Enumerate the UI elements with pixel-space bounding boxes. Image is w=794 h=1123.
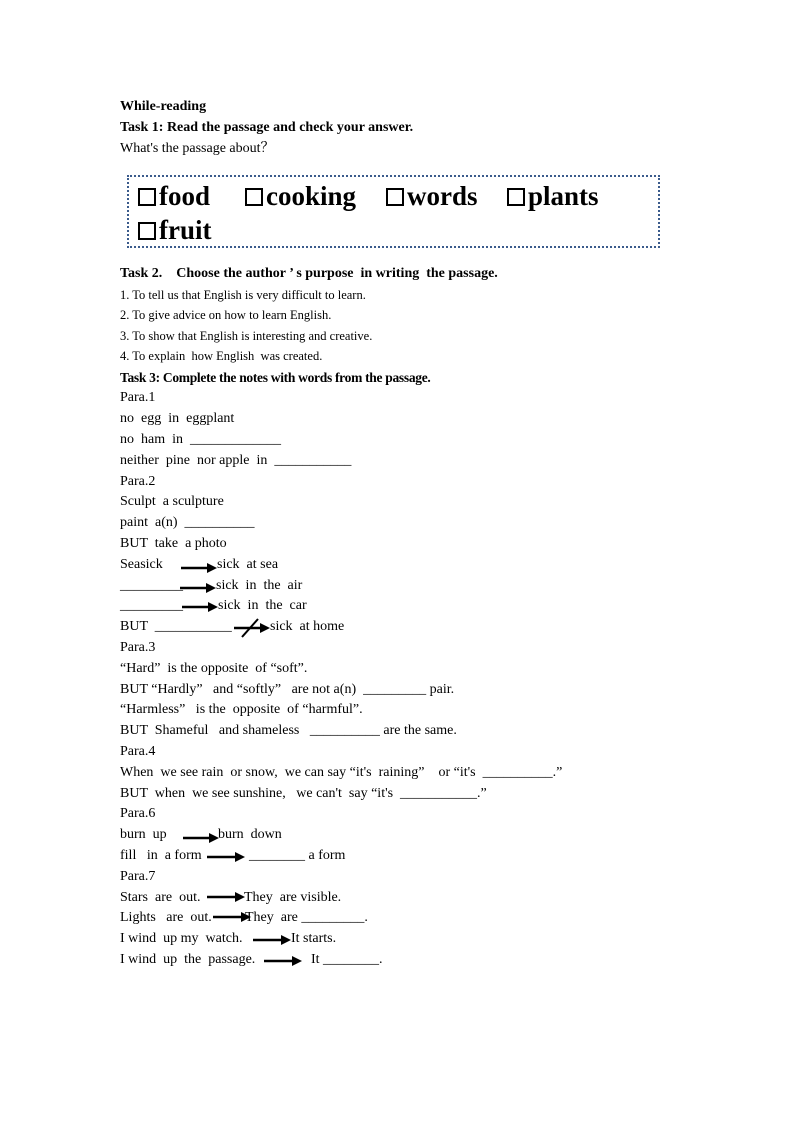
para2-line-7-left: BUT ___________ <box>120 619 232 634</box>
option-food[interactable]: food <box>138 181 210 211</box>
para7-label: Para.7 <box>120 869 156 884</box>
task3-title: Task 3: Complete the notes with words from the passage. <box>120 370 431 385</box>
right-arrow-icon <box>181 562 217 574</box>
para2-line-4-right: sick at sea <box>217 557 279 572</box>
task2-item-4: 4. To explain how English was created. <box>120 349 323 363</box>
para2-line-3: BUT take a photo <box>120 536 227 551</box>
checkbox-icon[interactable] <box>138 222 156 240</box>
task2-item-2: 2. To give advice on how to learn English. <box>120 308 332 322</box>
option-fruit[interactable]: fruit <box>138 215 211 245</box>
para2-line-7-right: sick at home <box>270 619 345 634</box>
para2-label: Para.2 <box>120 474 156 489</box>
para4-line-2: BUT when we see sunshine, we can't say “it's ___________.” <box>120 786 487 801</box>
para2-line-6-left: _________ <box>120 598 183 613</box>
right-arrow-icon <box>180 582 216 594</box>
para3-label: Para.3 <box>120 640 156 655</box>
para6-line-1-left: burn up <box>120 827 167 842</box>
right-arrow-icon <box>207 851 245 863</box>
para4-label: Para.4 <box>120 744 156 759</box>
checkbox-icon[interactable] <box>386 188 404 206</box>
right-arrow-icon <box>207 891 245 903</box>
para6-line-2-left: fill in a form <box>120 848 202 863</box>
para7-line-3-left: I wind up my watch. <box>120 931 243 946</box>
task1-title: Task 1: Read the passage and check your answer. <box>120 120 414 135</box>
para6-label: Para.6 <box>120 806 156 821</box>
para1-line-2: no ham in _____________ <box>120 432 281 447</box>
checkbox-icon[interactable] <box>507 188 525 206</box>
right-arrow-icon <box>182 601 218 613</box>
para2-line-2: paint a(n) __________ <box>120 515 255 530</box>
para2-line-1: Sculpt a sculpture <box>120 494 224 509</box>
task2-item-3: 3. To show that English is interesting and creative. <box>120 329 373 343</box>
para3-line-4: BUT Shameful and shameless __________ are the same. <box>120 723 457 738</box>
para2-line-5-left: _________ <box>120 578 183 593</box>
task2-item-1: 1. To tell us that English is very difficult to learn. <box>120 288 366 302</box>
para7-line-4-right: It ________. <box>311 952 383 967</box>
option-words[interactable]: words <box>386 181 478 211</box>
para6-line-1-right: burn down <box>218 827 282 842</box>
para7-line-1-right: They are visible. <box>244 890 342 905</box>
checkbox-icon[interactable] <box>138 188 156 206</box>
right-arrow-icon <box>264 955 302 967</box>
right-arrow-icon <box>183 832 219 844</box>
para7-line-4-left: I wind up the passage. <box>120 952 256 967</box>
para2-line-6-right: sick in the car <box>218 598 307 613</box>
para3-line-1: “Hard” is the opposite of “soft”. <box>120 661 308 676</box>
para3-line-3: “Harmless” is the opposite of “harmful”. <box>120 702 363 717</box>
para7-line-2-right: They are _________. <box>245 910 368 925</box>
para4-line-1: When we see rain or snow, we can say “it's raining” or “it's __________.” <box>120 765 563 780</box>
para7-line-3-right: It starts. <box>291 931 337 946</box>
para7-line-2-left: Lights are out. <box>120 910 212 925</box>
section-heading: While-reading <box>120 99 207 114</box>
para6-line-2-right: ________ a form <box>249 848 346 863</box>
para3-line-2: BUT “Hardly” and “softly” are not a(n) _________ pair. <box>120 682 455 697</box>
task1-question: What's the passage about？ <box>120 141 275 156</box>
task2-title: Task 2. Choose the author ’ s purpose in writing the passage. <box>120 266 498 281</box>
para2-line-4-left: Seasick <box>120 557 163 572</box>
para1-line-1: no egg in eggplant <box>120 411 235 426</box>
right-arrow-icon <box>253 934 291 946</box>
para1-line-3: neither pine nor apple in ___________ <box>120 453 352 468</box>
option-plants[interactable]: plants <box>507 181 599 211</box>
para2-line-5-right: sick in the air <box>216 578 303 593</box>
crossed-arrow-icon <box>234 618 270 638</box>
para1-label: Para.1 <box>120 390 156 405</box>
para7-line-1-left: Stars are out. <box>120 890 201 905</box>
options-box <box>127 175 660 248</box>
checkbox-icon[interactable] <box>245 188 263 206</box>
option-cooking[interactable]: cooking <box>245 181 356 211</box>
